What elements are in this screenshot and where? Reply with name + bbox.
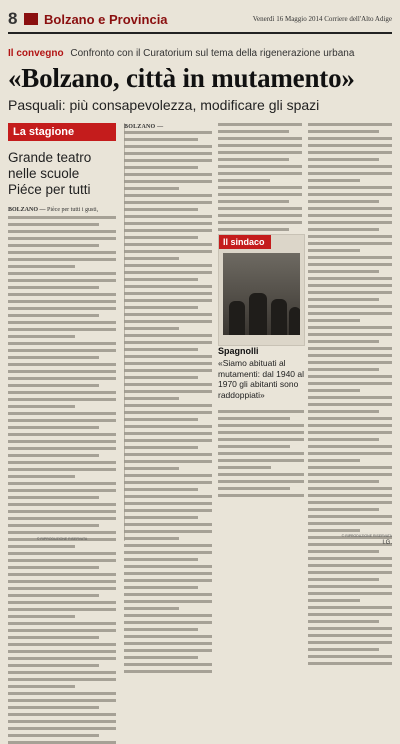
article-credit: © RIPRODUZIONE RISERVATA	[341, 534, 392, 538]
date-line: Venerdì 16 Maggio 2014 Corriere dell'Alto Adige	[252, 15, 392, 23]
mayor-photo	[223, 253, 300, 335]
region-icon	[24, 13, 38, 25]
masthead	[8, 6, 392, 34]
article-lede: BOLZANO —	[124, 124, 164, 130]
subhead: Pasquali: più consapevolezza, modificare gli spazi	[8, 97, 320, 113]
headline: «Bolzano, città in mutamento»	[8, 63, 355, 93]
sidebar-label: La stagione	[8, 123, 116, 141]
sidebar-credit: © RIPRODUZIONE RISERVATA	[36, 537, 88, 541]
sidebar-lede: BOLZANO — Pièce per tutti i gusti,	[8, 207, 99, 213]
kicker: Il convegno	[8, 48, 64, 59]
sidebar-headline: Grande teatro nelle scuole Piéce per tutti	[8, 150, 92, 197]
sidebar-body	[8, 206, 116, 744]
pull-quote	[218, 346, 304, 501]
article-column-3	[308, 123, 392, 541]
quote-text: «Siamo abituati al mutamenti: dal 1940 al 1970 gli abitanti sono raddoppiati»	[218, 358, 304, 400]
mayor-photo-panel	[218, 234, 305, 346]
photo-label: Il sindaco	[219, 235, 271, 249]
article-column-1	[124, 123, 212, 541]
quote-name: Spagnolli	[218, 346, 259, 356]
kicker-text: Confronto con il Curatorium sul tema della rigenerazione urbana	[70, 48, 355, 59]
page-number: 8	[8, 9, 18, 28]
section-title: Bolzano e Provincia	[44, 11, 168, 27]
author-signoff: I.G.	[382, 540, 392, 546]
kicker-line	[8, 48, 392, 59]
sidebar	[8, 123, 125, 541]
